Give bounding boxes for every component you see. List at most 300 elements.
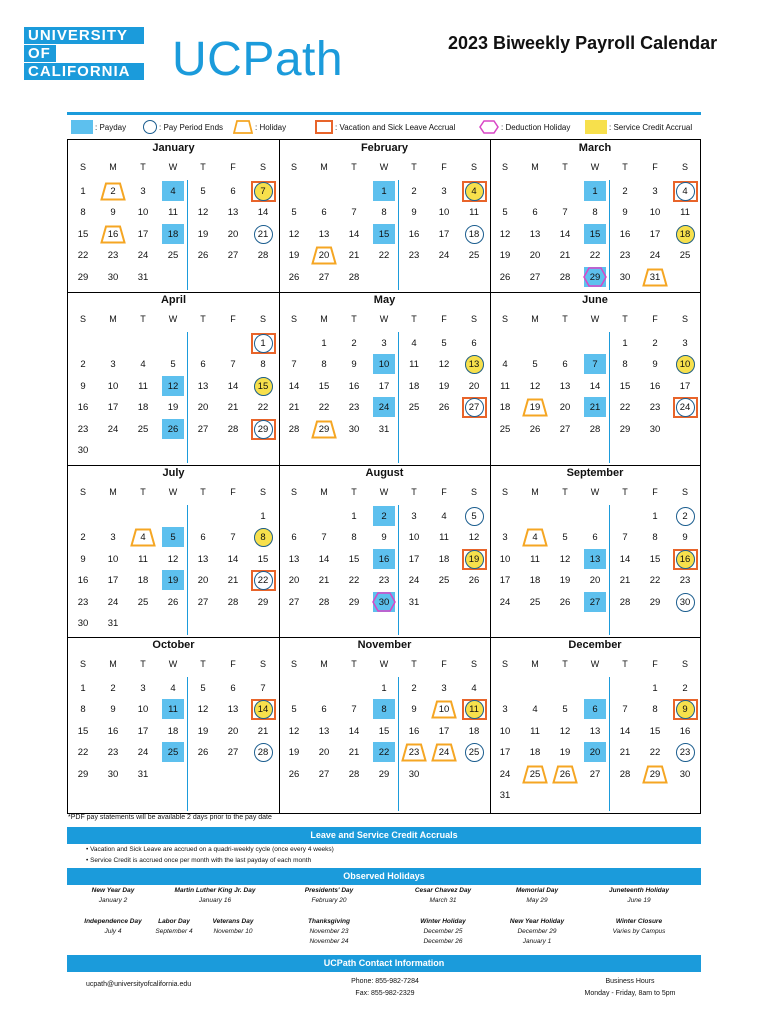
day-cell: 13	[288, 553, 300, 565]
weekday-label: T	[351, 314, 357, 324]
legend-vacation-accrual	[315, 120, 455, 134]
holiday-date: February 20	[311, 897, 347, 904]
day-cell: 2	[381, 511, 387, 522]
day-cell: 5	[471, 511, 477, 522]
day-cell: 16	[77, 402, 89, 414]
day-cell: 29	[378, 768, 390, 780]
weekday-label: T	[411, 487, 417, 497]
holiday-date: November 23	[309, 928, 349, 935]
day-cell: 13	[197, 553, 209, 565]
holiday-name: New Year Day	[91, 887, 135, 894]
weekday-label: S	[681, 314, 688, 324]
weekday-label: T	[411, 162, 417, 172]
day-cell: 30	[77, 618, 89, 629]
day-cell: 25	[438, 575, 450, 587]
day-cell: 30	[348, 423, 360, 435]
day-cell: 16	[619, 228, 631, 240]
holiday-date: December 29	[517, 928, 557, 935]
weekday-label: T	[140, 659, 146, 669]
logo-line-2: OF	[24, 45, 56, 62]
day-cell: 17	[499, 747, 511, 759]
day-cell: 13	[227, 704, 239, 716]
day-cell: 31	[137, 768, 149, 780]
weekday-label: T	[411, 659, 417, 669]
weekday-label: W	[168, 162, 178, 172]
weekday-label: M	[109, 487, 117, 497]
day-cell: 6	[200, 359, 206, 371]
day-cell: 20	[318, 747, 330, 759]
day-cell: 3	[652, 186, 658, 197]
day-cell: 15	[257, 553, 269, 565]
day-cell: 17	[137, 725, 149, 737]
day-cell: 9	[381, 532, 387, 544]
footnote: *PDF pay statements will be available 2 days prior to the pay date	[68, 814, 272, 821]
day-cell: 10	[137, 207, 149, 219]
day-cell: 27	[529, 271, 541, 283]
holiday-name: Thanksgiving	[308, 918, 350, 925]
weekday-label: S	[681, 487, 688, 497]
day-cell: 25	[529, 596, 541, 608]
day-cell: 19	[438, 380, 450, 392]
header-divider	[67, 112, 701, 115]
ucpath-logo: UCPath	[172, 33, 344, 86]
day-cell: 28	[619, 768, 631, 780]
day-cell: 1	[381, 683, 387, 694]
legend-deduction-label: : Deduction Holiday	[501, 122, 571, 132]
day-cell: 10	[499, 725, 511, 737]
day-cell: 3	[502, 704, 508, 716]
day-cell: 20	[227, 228, 239, 240]
holiday-name: Presidents' Day	[304, 887, 354, 894]
accrual-bullet-2: • Service Credit is accrued once per month with the last payday of each month	[86, 857, 312, 864]
day-cell: 11	[530, 553, 540, 565]
month-title: March	[578, 142, 612, 154]
weekday-label: T	[562, 162, 568, 172]
day-cell: 17	[107, 575, 119, 587]
day-cell: 28	[227, 423, 239, 435]
day-cell: 29	[77, 768, 89, 780]
day-cell: 7	[321, 532, 327, 544]
weekday-label: F	[441, 314, 447, 324]
day-cell: 8	[381, 207, 387, 219]
day-cell: 2	[682, 511, 688, 522]
day-cell: 14	[619, 725, 631, 737]
column-divider	[279, 140, 280, 813]
weekday-label: W	[379, 659, 389, 669]
holiday-item	[482, 886, 592, 906]
day-cell: 7	[622, 532, 628, 544]
month-april	[68, 292, 279, 465]
day-cell: 11	[469, 207, 479, 219]
day-cell: 1	[351, 511, 357, 522]
day-cell: 29	[318, 423, 330, 435]
day-cell: 18	[529, 747, 541, 759]
day-cell: 28	[318, 596, 330, 608]
weekday-label: T	[622, 162, 628, 172]
calendar-grid	[67, 139, 701, 814]
day-cell: 23	[107, 747, 119, 759]
day-cell: 20	[197, 575, 209, 587]
day-cell: 26	[468, 575, 480, 587]
day-cell: 22	[257, 402, 269, 414]
day-cell: 1	[260, 338, 266, 349]
day-cell: 16	[77, 575, 89, 587]
day-cell: 28	[559, 271, 571, 283]
day-cell: 22	[589, 250, 601, 262]
day-cell: 9	[80, 553, 86, 565]
day-cell: 25	[137, 596, 149, 608]
day-cell: 7	[562, 207, 568, 219]
weekday-label: S	[290, 162, 297, 172]
weekday-label: S	[470, 314, 477, 324]
day-cell: 22	[77, 250, 89, 262]
day-cell: 17	[107, 402, 119, 414]
day-cell: 8	[260, 532, 266, 544]
weekday-label: T	[200, 162, 206, 172]
weekday-label: S	[681, 162, 688, 172]
day-cell: 12	[288, 725, 300, 737]
holiday-name: Cesar Chavez Day	[414, 887, 472, 894]
day-cell: 13	[318, 725, 330, 737]
day-cell: 19	[167, 402, 179, 414]
day-cell: 14	[559, 228, 571, 240]
weekday-label: T	[411, 314, 417, 324]
weekday-label: W	[590, 314, 600, 324]
day-cell: 25	[499, 423, 511, 435]
day-cell: 26	[167, 423, 179, 435]
holiday-date-2: December 26	[423, 938, 463, 945]
day-cell: 20	[559, 402, 571, 414]
day-cell: 22	[649, 575, 661, 587]
day-cell: 8	[260, 359, 266, 371]
day-cell: 28	[589, 423, 601, 435]
holiday-item	[482, 917, 592, 947]
legend-holiday-label: : Holiday	[255, 122, 287, 132]
day-cell: 9	[110, 704, 116, 716]
weekday-label: T	[200, 314, 206, 324]
holiday-trapezoid-icon	[233, 120, 253, 134]
day-cell: 16	[408, 725, 420, 737]
day-cell: 5	[502, 207, 508, 219]
day-cell: 10	[107, 553, 119, 565]
month-august	[279, 465, 490, 637]
day-cell: 5	[441, 338, 447, 349]
pay-period-circle-icon	[143, 120, 157, 134]
day-cell: 31	[408, 596, 420, 608]
day-cell: 19	[288, 747, 300, 759]
weekday-label: F	[230, 487, 236, 497]
day-cell: 11	[138, 553, 148, 565]
day-cell: 29	[649, 596, 661, 608]
day-cell: 10	[137, 704, 149, 716]
day-cell: 6	[230, 186, 236, 197]
day-cell: 4	[170, 683, 176, 694]
holiday-date: September 4	[155, 928, 193, 935]
day-cell: 22	[619, 402, 631, 414]
day-cell: 10	[438, 704, 450, 716]
day-cell: 24	[438, 747, 450, 759]
day-cell: 3	[140, 186, 146, 197]
day-cell: 29	[589, 271, 601, 283]
weekday-label: W	[379, 314, 389, 324]
day-cell: 7	[230, 532, 236, 544]
weekday-label: S	[259, 487, 266, 497]
day-cell: 4	[411, 338, 417, 349]
day-cell: 20	[288, 575, 300, 587]
day-cell: 15	[619, 380, 631, 392]
weekday-label: W	[590, 162, 600, 172]
day-cell: 31	[107, 618, 119, 629]
contact-phone: Phone: 855-982-7284	[351, 978, 419, 985]
day-cell: 4	[170, 186, 176, 197]
day-cell: 23	[77, 423, 89, 435]
day-cell: 7	[260, 186, 266, 197]
holiday-item	[584, 917, 694, 937]
day-cell: 18	[468, 228, 480, 240]
day-cell: 4	[532, 532, 538, 544]
day-cell: 23	[408, 250, 420, 262]
day-cell: 16	[348, 380, 360, 392]
month-january	[68, 140, 279, 292]
day-cell: 3	[110, 532, 116, 544]
weekday-label: S	[470, 487, 477, 497]
holiday-name: Independence Day	[84, 918, 142, 925]
day-cell: 23	[107, 250, 119, 262]
day-cell: 8	[592, 207, 598, 219]
day-cell: 18	[438, 553, 450, 565]
day-cell: 25	[137, 423, 149, 435]
day-cell: 8	[652, 532, 658, 544]
weekday-label: T	[351, 162, 357, 172]
day-cell: 6	[321, 207, 327, 219]
day-cell: 16	[107, 725, 119, 737]
day-cell: 23	[679, 747, 691, 759]
day-cell: 30	[679, 768, 691, 780]
month-title: April	[160, 294, 187, 306]
day-cell: 12	[529, 380, 541, 392]
weekday-label: T	[562, 314, 568, 324]
day-cell: 25	[679, 250, 691, 262]
day-cell: 20	[589, 575, 601, 587]
day-cell: 20	[589, 747, 601, 759]
day-cell: 27	[318, 271, 330, 283]
day-cell: 22	[378, 747, 390, 759]
day-cell: 3	[502, 532, 508, 544]
day-cell: 31	[499, 790, 511, 801]
day-cell: 3	[140, 683, 146, 694]
day-cell: 26	[559, 596, 571, 608]
month-title: September	[566, 467, 624, 479]
day-cell: 5	[200, 683, 206, 694]
column-divider	[490, 140, 491, 813]
day-cell: 12	[468, 532, 480, 544]
day-cell: 30	[77, 445, 89, 456]
day-cell: 3	[110, 359, 116, 371]
day-cell: 8	[652, 704, 658, 716]
day-cell: 9	[110, 207, 116, 219]
legend-payday	[71, 120, 126, 134]
legend-payday-label: : Payday	[95, 122, 127, 132]
day-cell: 3	[411, 511, 417, 522]
day-cell: 29	[257, 596, 269, 608]
day-cell: 23	[378, 575, 390, 587]
day-cell: 21	[348, 250, 360, 262]
month-march	[490, 140, 700, 292]
day-cell: 2	[411, 683, 417, 694]
day-cell: 2	[351, 338, 357, 349]
day-cell: 7	[230, 359, 236, 371]
holiday-name: Veterans Day	[212, 918, 254, 925]
holiday-name: Martin Luther King Jr. Day	[174, 887, 256, 894]
weekday-label: T	[351, 487, 357, 497]
day-cell: 5	[291, 207, 297, 219]
day-cell: 20	[227, 725, 239, 737]
day-cell: 5	[170, 359, 176, 371]
day-cell: 6	[321, 704, 327, 716]
month-september	[490, 465, 700, 637]
weekday-label: M	[109, 659, 117, 669]
holiday-date: May 29	[526, 897, 548, 904]
holiday-date: November 10	[213, 928, 253, 935]
day-cell: 11	[500, 380, 510, 392]
day-cell: 10	[378, 359, 390, 371]
vacation-square-icon	[315, 120, 333, 134]
month-title: October	[152, 639, 195, 651]
day-cell: 18	[679, 228, 691, 240]
weekday-label: M	[531, 162, 539, 172]
day-cell: 18	[499, 402, 511, 414]
day-cell: 21	[288, 402, 300, 414]
month-title: June	[582, 294, 608, 306]
day-cell: 30	[649, 423, 661, 435]
day-cell: 6	[592, 704, 598, 716]
day-cell: 12	[167, 380, 179, 392]
day-cell: 13	[318, 228, 330, 240]
day-cell: 24	[107, 423, 119, 435]
weekday-label: W	[590, 659, 600, 669]
weekday-label: S	[259, 314, 266, 324]
day-cell: 17	[499, 575, 511, 587]
day-cell: 15	[348, 553, 360, 565]
month-title: July	[162, 467, 185, 479]
contact-hours-label: Business Hours	[605, 978, 655, 985]
row-divider	[68, 465, 700, 466]
day-cell: 21	[589, 402, 601, 414]
day-cell: 21	[619, 747, 631, 759]
day-cell: 12	[167, 553, 179, 565]
day-cell: 7	[622, 704, 628, 716]
weekday-label: W	[168, 314, 178, 324]
weekday-label: M	[320, 487, 328, 497]
legend-deduction-holiday	[479, 120, 570, 134]
weekday-label: T	[200, 487, 206, 497]
day-cell: 15	[589, 228, 601, 240]
day-cell: 13	[227, 207, 239, 219]
day-cell: 2	[682, 683, 688, 694]
day-cell: 6	[592, 532, 598, 544]
day-cell: 28	[227, 596, 239, 608]
day-cell: 2	[652, 338, 658, 349]
day-cell: 18	[408, 380, 420, 392]
weekday-label: S	[470, 162, 477, 172]
day-cell: 6	[200, 532, 206, 544]
weekday-label: M	[531, 659, 539, 669]
page-title: 2023 Biweekly Payroll Calendar	[448, 33, 718, 53]
day-cell: 17	[408, 553, 420, 565]
day-cell: 21	[559, 250, 571, 262]
weekday-label: S	[79, 162, 86, 172]
day-cell: 9	[411, 704, 417, 716]
weekday-label: S	[290, 314, 297, 324]
day-cell: 5	[200, 186, 206, 197]
day-cell: 28	[288, 423, 300, 435]
day-cell: 10	[679, 359, 691, 371]
weekday-label: F	[652, 487, 658, 497]
weekday-label: T	[140, 314, 146, 324]
day-cell: 30	[619, 271, 631, 283]
day-cell: 26	[499, 271, 511, 283]
weekday-label: M	[320, 314, 328, 324]
day-cell: 26	[197, 250, 209, 262]
day-cell: 29	[348, 596, 360, 608]
day-cell: 15	[649, 553, 661, 565]
day-cell: 28	[619, 596, 631, 608]
weekday-label: W	[379, 487, 389, 497]
day-cell: 8	[351, 532, 357, 544]
day-cell: 11	[168, 704, 178, 716]
contact-email[interactable]: ucpath@universityofcalifornia.edu	[86, 981, 192, 988]
day-cell: 9	[411, 207, 417, 219]
weekday-label: T	[200, 659, 206, 669]
weekday-label: S	[501, 487, 508, 497]
day-cell: 18	[167, 228, 179, 240]
holidays-header: Observed Holidays	[67, 868, 701, 885]
day-cell: 27	[197, 423, 209, 435]
weekday-label: S	[290, 659, 297, 669]
legend-pay-period-ends	[143, 120, 223, 134]
day-cell: 19	[197, 228, 209, 240]
day-cell: 24	[499, 768, 511, 780]
day-cell: 3	[381, 338, 387, 349]
day-cell: 5	[170, 532, 176, 544]
day-cell: 16	[378, 553, 390, 565]
day-cell: 18	[167, 725, 179, 737]
day-cell: 2	[411, 186, 417, 197]
day-cell: 16	[107, 228, 119, 240]
day-cell: 3	[441, 683, 447, 694]
day-cell: 13	[529, 228, 541, 240]
weekday-label: W	[379, 162, 389, 172]
day-cell: 24	[679, 402, 691, 414]
weekday-label: S	[501, 162, 508, 172]
weekday-label: F	[652, 314, 658, 324]
day-cell: 27	[589, 596, 601, 608]
day-cell: 5	[291, 704, 297, 716]
day-cell: 1	[80, 683, 86, 694]
day-cell: 5	[562, 532, 568, 544]
day-cell: 26	[559, 768, 571, 780]
day-cell: 22	[257, 575, 269, 587]
day-cell: 4	[682, 186, 688, 197]
day-cell: 8	[80, 704, 86, 716]
day-cell: 18	[529, 575, 541, 587]
day-cell: 13	[559, 380, 571, 392]
deduction-hexagon-icon	[479, 120, 499, 134]
holiday-item	[193, 917, 273, 937]
weekday-label: S	[259, 659, 266, 669]
holiday-name: New Year Holiday	[509, 918, 565, 925]
day-cell: 28	[348, 768, 360, 780]
